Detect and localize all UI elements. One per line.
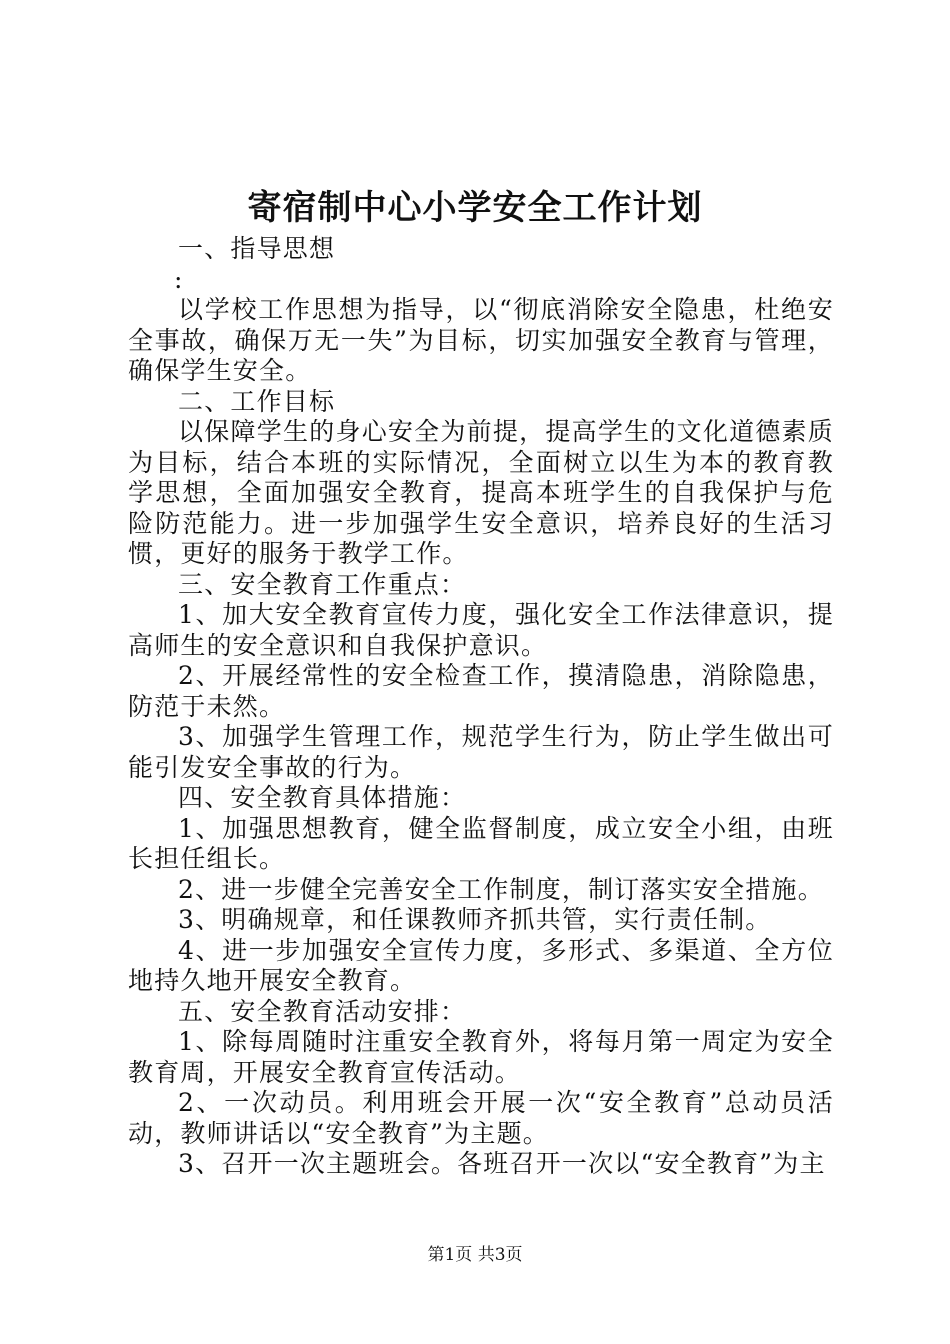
list-item: 2、一次动员。利用班会开展一次“安全教育”总动员活动，教师讲话以“安全教育”为主题。	[128, 1088, 834, 1148]
section-heading: 五、安全教育活动安排：	[178, 996, 467, 1026]
list-item: 1、除每周随时注重安全教育外，将每月第一周定为安全教育周，开展安全教育宣传活动。	[128, 1027, 834, 1087]
section-heading: 一、指导思想	[178, 234, 336, 263]
list-item: 1、加大安全教育宣传力度，强化安全工作法律意识，提高师生的安全意识和自我保护意识。	[128, 600, 834, 660]
paragraph: :	[174, 264, 184, 294]
section-heading: 四、安全教育具体措施：	[178, 783, 467, 812]
section-heading: 三、安全教育工作重点：	[178, 569, 467, 599]
list-item: 1、加强思想教育，健全监督制度，成立安全小组，由班长担任组长。	[128, 813, 834, 873]
document-body	[128, 234, 834, 1180]
page-number-footer: 第1页 共3页	[427, 1245, 523, 1265]
list-item: 2、进一步健全完善安全工作制度，制订落实安全措施。	[178, 874, 824, 904]
list-item: 3、明确规章，和任课教师齐抓共管，实行责任制。	[178, 905, 772, 934]
list-item: 4、进一步加强安全宣传力度，多形式、多渠道、全方位地持久地开展安全教育。	[128, 935, 834, 995]
paragraph: 以保障学生的身心安全为前提，提高学生的文化道德素质为目标，结合本班的实际情况，全面树立以生为本的教育教学思想，全面加强安全教育，提高本班学生的自我保护与危险防范能力。进一步加强学生安全意识，培养良好的生活习惯，更好的服务于教学工作。	[128, 417, 834, 568]
section-heading: 二、工作目标	[178, 386, 336, 416]
list-item: 3、召开一次主题班会。各班召开一次以“安全教育”为主	[178, 1149, 826, 1178]
list-item: 3、加强学生管理工作，规范学生行为，防止学生做出可能引发安全事故的行为。	[128, 722, 834, 782]
list-item: 2、开展经常性的安全检查工作，摸清隐患，消除隐患，防范于未然。	[128, 661, 834, 721]
paragraph: 以学校工作思想为指导，以“彻底消除安全隐患，杜绝安全事故，确保万无一失”为目标，切实加强安全教育与管理，确保学生安全。	[128, 295, 834, 385]
document-title: 寄宿制中心小学安全工作计划	[247, 188, 703, 228]
